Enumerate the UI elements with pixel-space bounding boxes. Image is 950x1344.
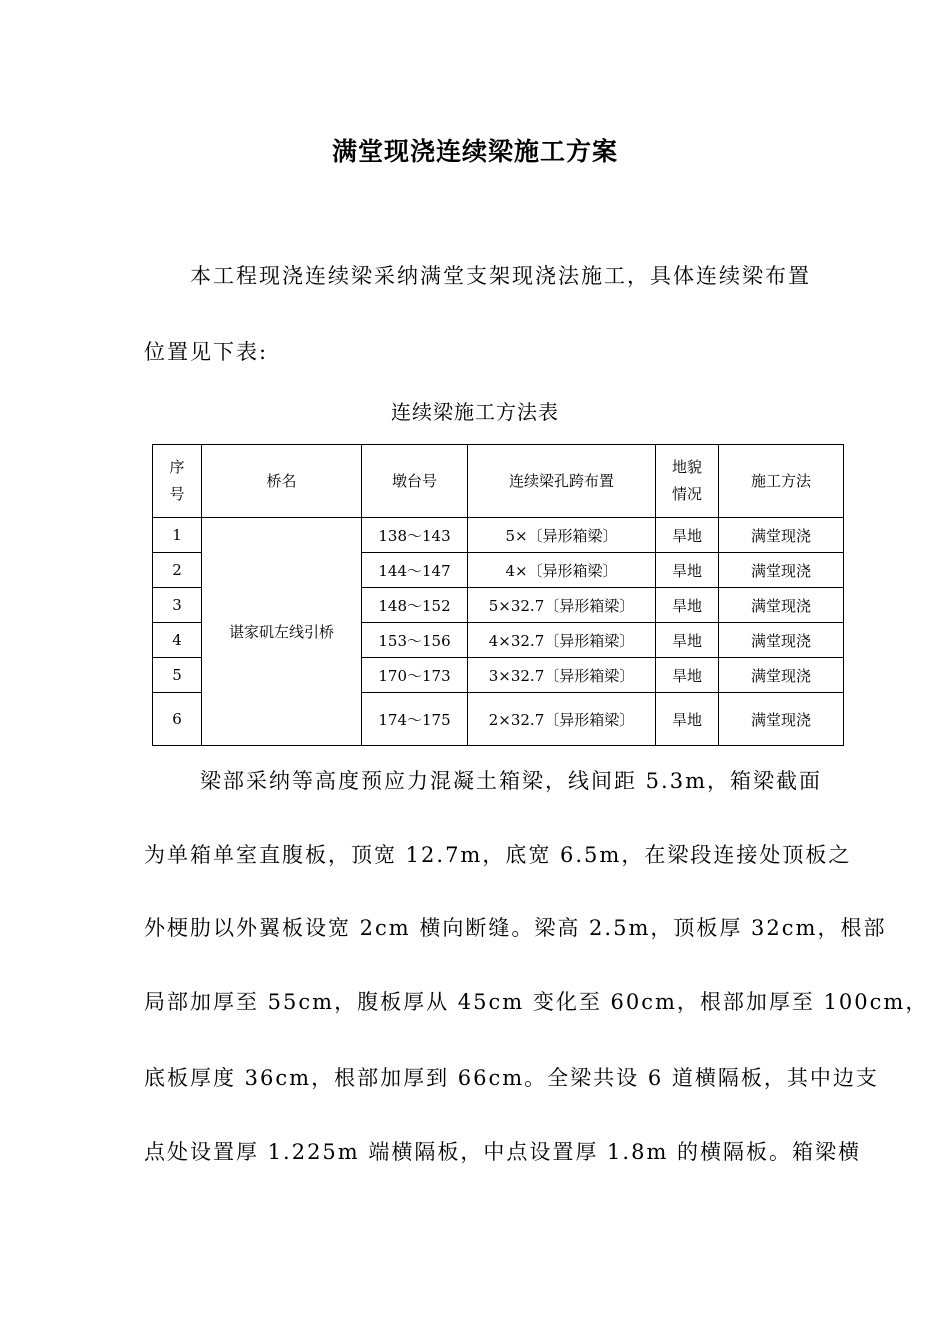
cell-method: 满堂现浇 — [719, 693, 844, 746]
cell-no: 2 — [153, 553, 202, 588]
cell-no: 6 — [153, 693, 202, 746]
cell-method: 满堂现浇 — [719, 658, 844, 693]
cell-terrain: 旱地 — [656, 588, 719, 623]
cell-span: 4×〔异形箱梁〕 — [468, 553, 656, 588]
header-index-top: 序 — [169, 458, 185, 476]
construction-method-table — [152, 444, 844, 746]
cell-span: 3×32.7〔异形箱梁〕 — [468, 658, 656, 693]
body-line-2: 为单箱单室直腹板，顶宽 12.7m，底宽 6.5m，在梁段连接处顶板之 — [144, 843, 852, 867]
intro-line-1: 本工程现浇连续梁采纳满堂支架现浇法施工，具体连续梁布置 — [190, 264, 811, 288]
cell-pier: 148～152 — [362, 588, 468, 623]
header-terrain-bottom: 情况 — [671, 485, 702, 503]
header-bridge: 桥名 — [202, 445, 362, 518]
header-terrain-top: 地貌 — [671, 458, 702, 476]
cell-span: 5×32.7〔异形箱梁〕 — [468, 588, 656, 623]
cell-pier: 138～143 — [362, 518, 468, 553]
cell-method: 满堂现浇 — [719, 623, 844, 658]
document-title: 满堂现浇连续梁施工方案 — [331, 137, 618, 166]
table-caption: 连续梁施工方法表 — [391, 400, 559, 424]
cell-method: 满堂现浇 — [719, 553, 844, 588]
body-line-5: 底板厚度 36cm，根部加厚到 66cm。全梁共设 6 道横隔板，其中边支 — [144, 1066, 879, 1090]
header-span: 连续梁孔跨布置 — [468, 445, 656, 518]
header-index-bottom: 号 — [169, 485, 185, 503]
table-header-row — [153, 445, 844, 518]
header-index — [153, 445, 202, 518]
cell-no: 4 — [153, 623, 202, 658]
cell-method: 满堂现浇 — [719, 588, 844, 623]
header-pier: 墩台号 — [362, 445, 468, 518]
cell-no: 5 — [153, 658, 202, 693]
cell-pier: 144～147 — [362, 553, 468, 588]
cell-no: 1 — [153, 518, 202, 553]
cell-bridge-name: 谌家矶左线引桥 — [202, 518, 362, 746]
body-line-4: 局部加厚至 55cm，腹板厚从 45cm 变化至 60cm，根部加厚至 100cm， — [144, 990, 929, 1014]
cell-pier: 153～156 — [362, 623, 468, 658]
cell-terrain: 旱地 — [656, 693, 719, 746]
cell-span: 4×32.7〔异形箱梁〕 — [468, 623, 656, 658]
cell-span: 5×〔异形箱梁〕 — [468, 518, 656, 553]
cell-terrain: 旱地 — [656, 658, 719, 693]
cell-no: 3 — [153, 588, 202, 623]
cell-terrain: 旱地 — [656, 553, 719, 588]
cell-method: 满堂现浇 — [719, 518, 844, 553]
table-row — [153, 518, 844, 553]
cell-terrain: 旱地 — [656, 623, 719, 658]
header-method: 施工方法 — [719, 445, 844, 518]
body-line-6: 点处设置厚 1.225m 端横隔板，中点设置厚 1.8m 的横隔板。箱梁横 — [144, 1140, 862, 1164]
cell-terrain: 旱地 — [656, 518, 719, 553]
cell-pier: 174～175 — [362, 693, 468, 746]
header-terrain — [656, 445, 719, 518]
body-line-3: 外梗肋以外翼板设宽 2cm 横向断缝。梁高 2.5m，顶板厚 32cm，根部 — [144, 916, 887, 940]
cell-span: 2×32.7〔异形箱梁〕 — [468, 693, 656, 746]
intro-line-2: 位置见下表: — [144, 340, 269, 364]
body-line-1: 梁部采纳等高度预应力混凝土箱梁，线间距 5.3m，箱梁截面 — [200, 769, 822, 793]
cell-pier: 170～173 — [362, 658, 468, 693]
